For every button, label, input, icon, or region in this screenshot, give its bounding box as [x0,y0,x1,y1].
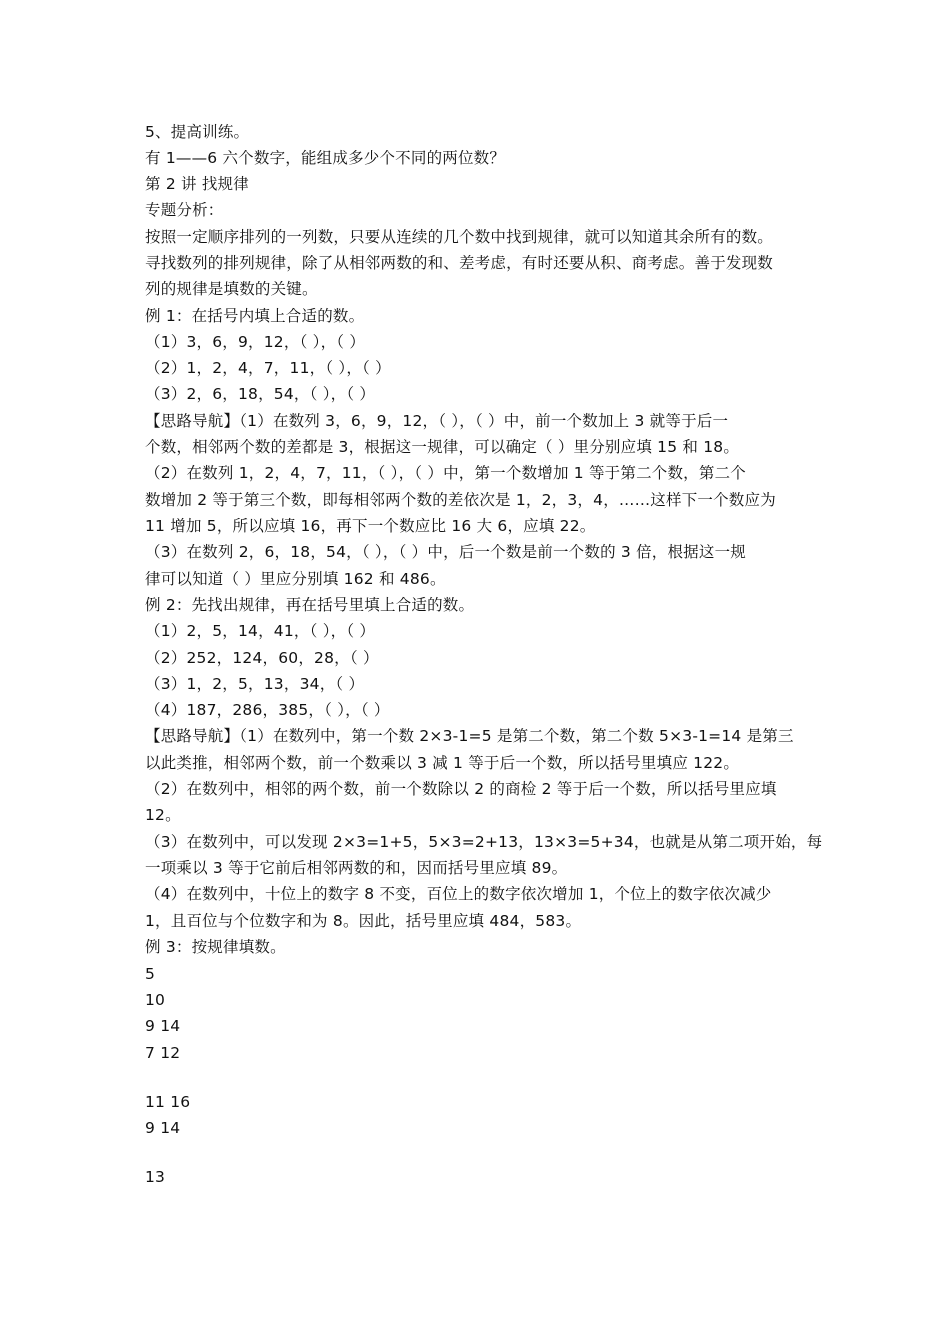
text-line: （3）在数列 2，6，18，54，（ ），（ ）中，后一个数是前一个数的 3 倍，根据这一规 [145,543,746,561]
text-line: 1，且百位与个位数字和为 8。因此，括号里应填 484，583。 [145,912,582,930]
text-line: （2）在数列中，相邻的两个数，前一个数除以 2 的商检 2 等于后一个数，所以括号里应填 [145,780,777,798]
text-line: 【思路导航】（1）在数列 3，6，9，12，（ ），（ ）中，前一个数加上 3 就等于后一 [145,412,729,430]
text-line: （3）2，6，18，54，（ ），（ ） [145,385,376,403]
example-heading: 例 2：先找出规律，再在括号里填上合适的数。 [145,596,475,614]
number-entry: 9 14 [145,1119,181,1137]
example-heading: 例 1：在括号内填上合适的数。 [145,307,365,325]
text-line: （2）在数列 1，2，4，7，11，（ ），（ ）中，第一个数增加 1 等于第二个数，第二个 [145,464,746,482]
number-entry: 13 [145,1168,166,1186]
text-line: 有 1——6 六个数字，能组成多少个不同的两位数？ [145,149,506,167]
text-line: （1）2，5，14，41，（ ），（ ） [145,622,376,640]
number-entry: 10 [145,991,166,1009]
text-line: （2）252，124，60，28，（ ） [145,649,379,667]
text-line: 寻找数列的排列规律，除了从相邻两数的和、差考虑，有时还要从积、商考虑。善于发现数 [145,254,774,272]
text-line: 一项乘以 3 等于它前后相邻两数的和，因而括号里应填 89。 [145,859,568,877]
text-line: （2）1，2，4，7，11，（ ），（ ） [145,359,391,377]
section-heading: 第 2 讲 找规律 [145,175,249,193]
text-line: 专题分析： [145,201,224,219]
number-entry: 11 16 [145,1093,191,1111]
number-entry: 9 14 [145,1017,181,1035]
text-line: 11 增加 5，所以应填 16，再下一个数应比 16 大 6，应填 22。 [145,517,596,535]
text-line: （4）187，286，385，（ ），（ ） [145,701,390,719]
text-line: 以此类推，相邻两个数，前一个数乘以 3 减 1 等于后一个数，所以括号里填应 122。 [145,754,740,772]
text-line: 律可以知道（ ）里应分别填 162 和 486。 [145,570,446,588]
text-line: （1）3，6，9，12，（ ），（ ） [145,333,366,351]
text-line: 数增加 2 等于第三个数，即每相邻两个数的差依次是 1，2，3，4，……这样下一个数应为 [145,491,776,509]
example-heading: 例 3：按规律填数。 [145,938,286,956]
text-line: 按照一定顺序排列的一列数，只要从连续的几个数中找到规律，就可以知道其余所有的数。 [145,228,774,246]
text-line: 【思路导航】（1）在数列中，第一个数 2×3-1=5 是第二个数，第二个数 5×3-1=14 是第三 [145,727,794,745]
text-line: 12。 [145,806,181,824]
text-line: 5、提高训练。 [145,123,250,141]
number-entry: 5 [145,965,156,983]
number-entry: 7 12 [145,1044,181,1062]
text-line: 个数，相邻两个数的差都是 3，根据这一规律，可以确定（ ）里分别应填 15 和 18。 [145,438,740,456]
text-line: （4）在数列中，十位上的数字 8 不变，百位上的数字依次增加 1，个位上的数字依次减少 [145,885,772,903]
text-line: 列的规律是填数的关键。 [145,280,318,298]
text-line: （3）1，2，5，13，34，（ ） [145,675,365,693]
text-line: （3）在数列中，可以发现 2×3=1+5，5×3=2+13，13×3=5+34，也就是从第二项开始，每 [145,833,823,851]
